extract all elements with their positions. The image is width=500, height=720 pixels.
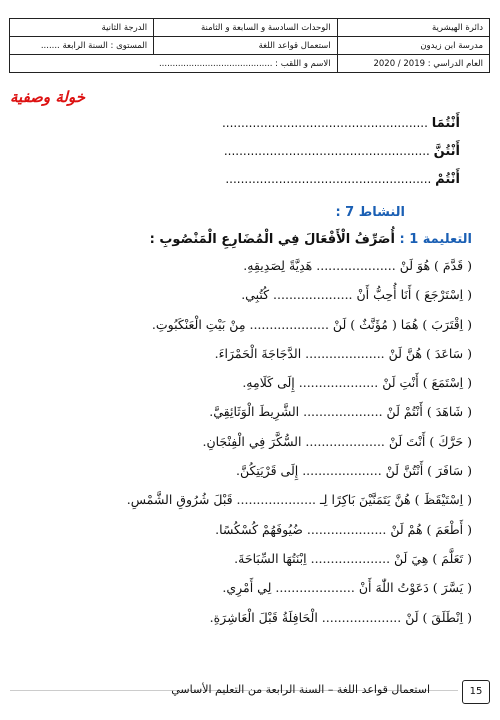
page-footer	[10, 680, 490, 704]
exercise-line: ( اِسْتَرْجَعَ ) أَنَا أُحِبُّ أَنْ .................... كُتُبِي.	[241, 287, 472, 303]
exercise-line: ( سَافَرَ ) أَنْتُنَّ لَنْ .................... إِلَى قَرْيَتِكُنَّ.	[236, 463, 472, 479]
exercise-line: ( سَاعَدَ ) هُنَّ لَنْ .................... الدَّجَاجَةَ الْحَمْرَاءَ.	[214, 345, 472, 361]
exercise-line: ( اِسْتَيْقَظَ ) هُنَّ يَتَمَنَّيْنَ بَاكِرًا لِـ .................... قَبْلَ شُرُوقِ الشَّمْسِ.	[126, 492, 472, 508]
answer-dots: ......................................................	[223, 144, 430, 158]
instruction-label: التعليمة 1 :	[399, 232, 472, 247]
exercise-line: ( يَسَّرَ ) دَعَوْتُ اللّٰهَ أَنْ .................... لِي أَمْرِي.	[222, 580, 472, 596]
exercise-line: ( أَطْعَمَ ) هُمْ لَنْ .................... ضُيُوفَهُمْ كُسْكُسًا.	[215, 521, 472, 537]
header-cell: استعمال قواعد اللغة	[154, 37, 337, 55]
exercise-line: ( قَدَّمَ ) هُوَ لَنْ .................... هَدِيَّةً لِصَدِيقِهِ.	[243, 258, 472, 273]
pronoun-word: أَنْتُمْ	[435, 172, 460, 187]
author-signature: خولة وصفية	[10, 88, 85, 106]
header-cell: الاسم و اللقب : ..........................................	[10, 55, 338, 73]
header-row	[10, 19, 490, 37]
exercise-line: ( شَاهَدَ ) أَنْتُمْ لَنْ .................... الشَّرِيطَ الْوَثَائِقِيَّ.	[209, 404, 472, 420]
header-cell: العام الدراسي : 2019 / 2020	[337, 55, 489, 73]
exercise-list	[32, 258, 472, 639]
header-cell: مدرسة ابن زيدون	[337, 37, 489, 55]
header-row	[10, 55, 490, 73]
exercise-line: ( حَرَّكَ ) أَنْتَ لَنْ .................... السُّكَّرَ فِي الْفِنْجَانِ.	[202, 433, 472, 449]
exercise-line: ( تَعَلَّمَ ) هِيَ لَنْ .................... اِبْنَتُهَا السِّبَاحَةَ.	[234, 550, 472, 566]
exercise-line: ( اِقْتَرَبَ ) هُمَا ( مُؤَنَّثٌ ) لَنْ .................... مِنْ بَيْتِ الْعَنْكَبُوتِ.	[151, 316, 472, 332]
header-cell: الوحدات السادسة و السابعة و الثامنة	[154, 19, 337, 37]
answer-dots: ......................................................	[221, 116, 428, 130]
pronoun-line	[140, 144, 460, 159]
header-row	[10, 37, 490, 55]
pronoun-line	[140, 116, 460, 131]
answer-dots: ......................................................	[225, 172, 432, 186]
footer-text: استعمال قواعد اللغة – السنة الرابعة من التعليم الأساسي	[171, 683, 430, 696]
header-cell: الدرجة الثانية	[10, 19, 154, 37]
header-cell: دائرة الهيشرية	[337, 19, 489, 37]
exercise-line: ( اِسْتَمَعَ ) أَنْتِ لَنْ .................... إِلَى كَلَامِهِ.	[242, 375, 472, 391]
pronoun-word: أَنْتُنَّ	[433, 144, 460, 159]
page-number: 15	[462, 680, 490, 704]
pronoun-line	[140, 172, 460, 187]
instruction-text: أُصَرِّفُ الْأَفْعَالَ فِي الْمُضَارِعِ الْمَنْصُوبِ :	[149, 232, 395, 247]
exercise-line: ( اِنْطَلَقَ ) لَنْ .................... الْحَافِلَةُ قَبْلَ الْعَاشِرَةِ.	[209, 609, 472, 625]
header-cell: المستوى : السنة الرابعة .......	[10, 37, 154, 55]
activity-title: النشاط 7 :	[335, 205, 405, 220]
header-table	[9, 18, 490, 73]
pronoun-word: أَنْتُمَا	[431, 116, 460, 131]
instruction	[150, 232, 472, 247]
